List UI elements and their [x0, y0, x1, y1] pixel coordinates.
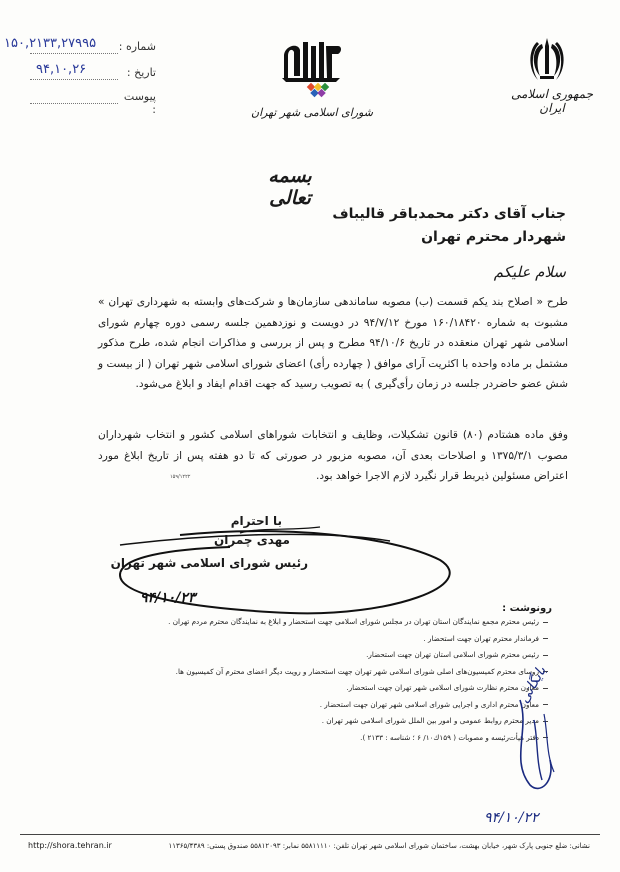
cc-list-item: روسای محترم کمیسیون‌های اصلی شورای اسلامی شهر تهران جهت استحضار و رویت دیگر اعضای محترم آن کمیسیون ها. — [80, 664, 548, 681]
cc-bullet — [543, 622, 548, 623]
addressee-title: شهردار محترم تهران — [421, 229, 566, 245]
cc-list-item: دفتر هیأت‌رئیسه و مصوبات ( ۱۵۹ك۱۰/ ۶ ؛ شناسه : ۲۱۳۳ ). — [80, 730, 548, 747]
basmala: بسمه تعالی — [268, 165, 312, 209]
republic-caption: جمهوری اسلامی ایران — [510, 87, 594, 115]
footer-url[interactable]: http://shora.tehran.ir — [28, 841, 112, 850]
cc-title: رونوشت : — [502, 603, 552, 614]
signatory-name: مهدی چمران — [214, 533, 290, 547]
cc-bullet — [543, 655, 548, 656]
footer-address: نشانی: ضلع جنوبی پارک شهر، خیابان بهشت، ساختمان شورای اسلامی شهر تهران تلفن: ۵۵۸۱۱۱۱۰ نمابر: ۵۵۸۱۲۰۹۳ صندوق پستی: ۱۱۳۶۵/۴۳۸۹ — [168, 842, 590, 850]
closing-regards: با احترام — [230, 514, 282, 528]
cc-list-item: معاون محترم نظارت شورای اسلامی شهر تهران جهت استحضار. — [80, 680, 548, 697]
cc-bullet — [543, 688, 548, 689]
body-paragraph-1: طرح « اصلاح بند یکم قسمت (ب) مصوبه ساماندهی سازمان‌ها و شرکت‌های وابسته به شهرداری تهران » مشبوت به شماره ۱۶۰/۱۸۴۲۰ مورخ ۹۴/۷/۱۲ در دویست و نوزدهمین جلسه رسمی دوره چهارم شورای اسلامی شهر تهران منعقده در تاریخ ۹۴/۱۰/۶ مطرح و پس از بررسی و مذاکرات انجام شده، طرح مذکور مشتمل بر ماده واحده با اکثریت آرای موافق ( چهارده رأی) اعضای شورای اسلامی شهر تهران ( از بیست و شش عضو حاضردر جلسه در زمان رأی‌گیری ) به تصویب رسید که جهت اقدام ایفاد و ابلاغ می‌شود. — [98, 296, 569, 390]
addressee-name: جناب آقای دکتر محمدباقر قالیباف — [332, 206, 566, 222]
council-caption: شورای اسلامی شهر تهران — [251, 106, 373, 119]
cc-list-item: معاون محترم اداری و اجرایی شورای اسلامی شهر تهران جهت استحضار . — [80, 697, 548, 714]
cc-list — [80, 614, 548, 746]
cc-list-item: مدیر محترم روابط عمومی و امور بین الملل شورای اسلامی شهر تهران . — [80, 713, 548, 730]
iran-emblem-icon — [528, 36, 566, 82]
number-value: ۱۵۰,۲۱۳۳,۲۷۹۹۵ — [4, 36, 97, 51]
margin-date: ۹۴/۱۰/۲۲ — [484, 810, 539, 826]
number-label: شماره : — [118, 40, 156, 53]
cc-list-item: فرماندار محترم تهران جهت استحضار . — [80, 631, 548, 648]
signature-scribble-icon — [60, 505, 490, 625]
greeting: سلام علیکم — [493, 263, 566, 281]
council-logo-icon — [278, 36, 348, 100]
footer-divider — [20, 834, 600, 835]
number-dotline — [30, 53, 118, 54]
margin-note: بایگانی — [516, 663, 550, 706]
cc-list-item: رئیس محترم مجمع نمایندگان استان تهران در مجلس شورای اسلامی جهت استحضار و ابلاغ به نمایندگان محترم مردم تهران . — [80, 614, 548, 631]
attachment-label: پیوست : — [123, 90, 156, 116]
cc-bullet — [543, 638, 548, 639]
date-value: ۹۴,۱۰,۲۶ — [36, 62, 87, 77]
body-paragraph-2: وفق ماده هشتادم (۸۰) قانون تشکیلات، وظایف و انتخابات شوراهای اسلامی کشور و انتخاب شهرداران مصوب ۱۳۷۵/۳/۱ و اصلاحات بعدی آن، مصوبه مزبور در صورتی که تا دو هفته پس از تاریخ ابلاغ مورد اعتراض مسئولین ذیربط قرار نگیرد لازم الاجرا خواهد بود. — [98, 429, 568, 482]
date-dotline — [30, 79, 118, 80]
cc-list-item: رئیس محترم شورای اسلامی استان تهران جهت استحضار. — [80, 647, 548, 664]
signature-date: ۹۴/۱۰/۲۳ — [140, 590, 196, 606]
handwritten-annotation-icon — [500, 690, 580, 800]
attachment-dotline — [30, 103, 118, 104]
registration-number: ۱۵۹/۱۲۲۲ — [170, 474, 191, 480]
signatory-title: رئیس شورای اسلامی شهر تهران — [110, 556, 308, 570]
date-label: تاریخ : — [126, 66, 156, 79]
